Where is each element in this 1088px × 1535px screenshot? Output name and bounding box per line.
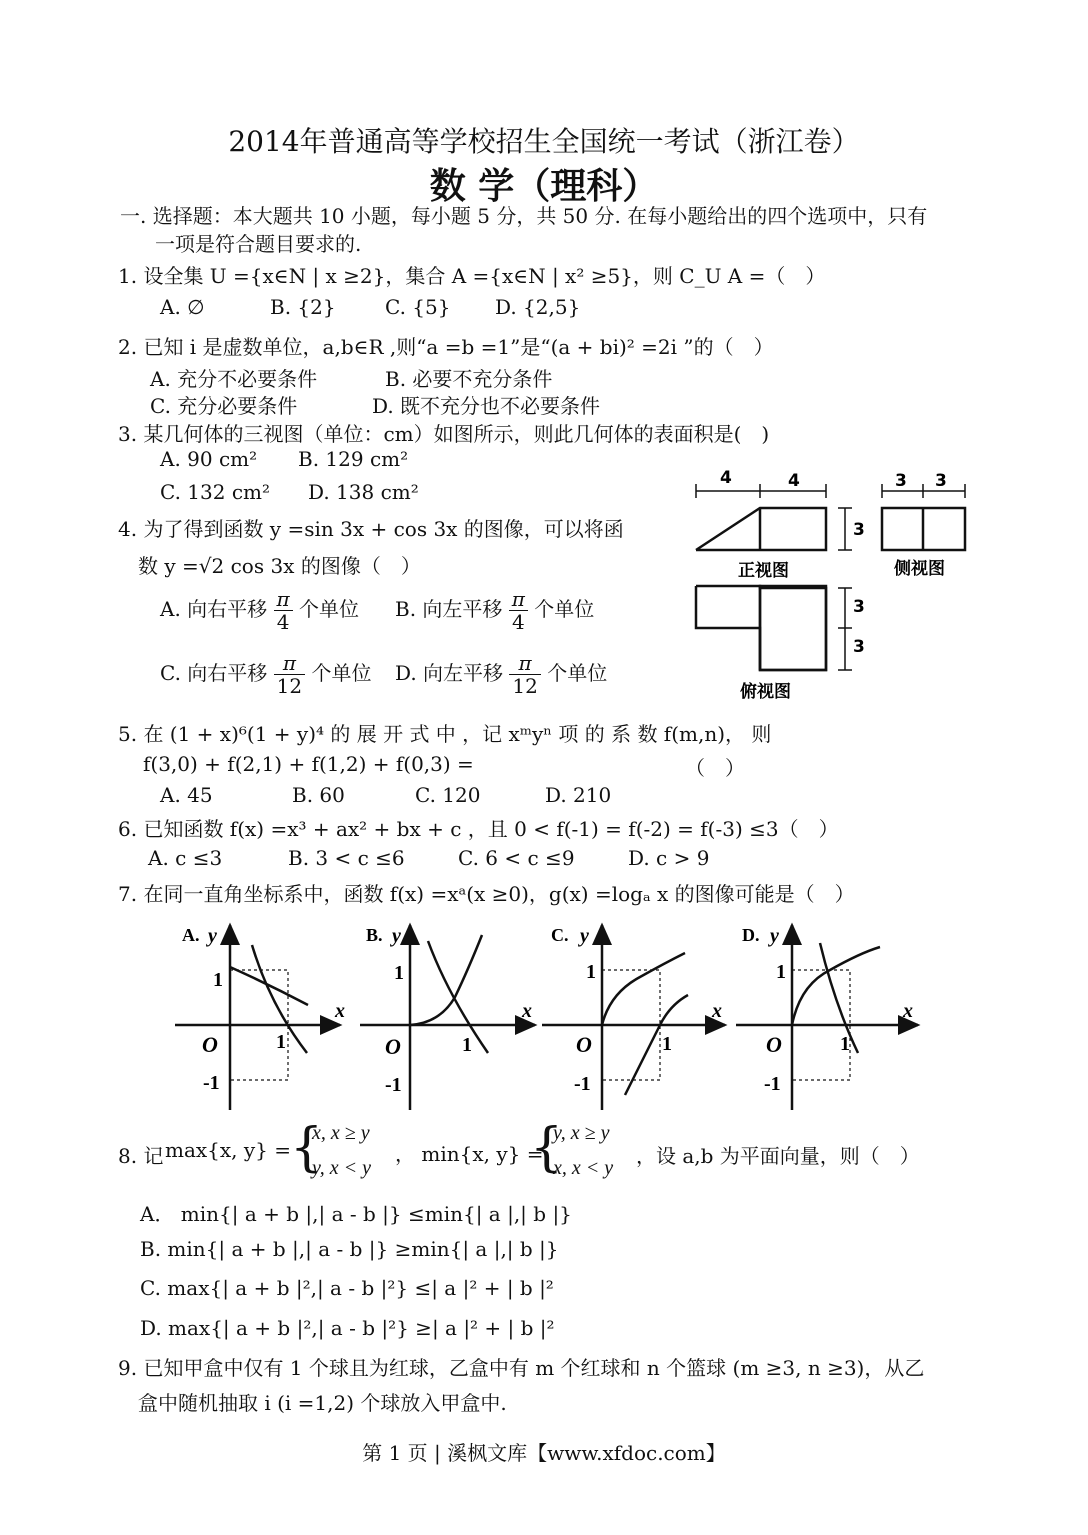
graph-b-label: B. xyxy=(366,925,383,945)
dim-side-right: 3 xyxy=(935,471,947,491)
dim-top-lower: 3 xyxy=(853,637,865,657)
q3-option-a: A. 90 cm² xyxy=(160,447,258,471)
graph-b-neg-one: -1 xyxy=(385,1074,402,1096)
dim-front-height: 3 xyxy=(853,520,865,540)
exam-subtitle: 数 学（理科） xyxy=(429,166,659,207)
graph-b-y-label: y xyxy=(392,925,401,947)
side-view-label: 侧视图 xyxy=(894,559,945,579)
q5-option-b: B. 60 xyxy=(292,783,345,807)
q8-max-def: max{x, y} = xyxy=(165,1138,292,1162)
graph-b-x-label: x xyxy=(522,1000,532,1022)
graph-b-curve-2 xyxy=(428,941,488,1053)
q4-stem-line1: 4. 为了得到函数 y =sin 3x + cos 3x 的图像，可以将函 xyxy=(118,517,624,541)
graph-a-neg-one: -1 xyxy=(203,1072,220,1094)
q4-b-text: B. 向左平移 xyxy=(395,597,503,621)
graph-c xyxy=(542,925,725,1110)
q8-option-d: D. max{| a + b |²,| a - b |²} ≥| a |² + | b |² xyxy=(140,1316,555,1340)
graph-d-curve-1 xyxy=(792,947,880,1025)
dim-top-upper: 3 xyxy=(853,597,865,617)
graph-c-y-label: y xyxy=(580,925,589,947)
graph-b-one-y: 1 xyxy=(394,962,404,984)
graph-a-y-label: y xyxy=(208,925,217,947)
graph-a-origin: O xyxy=(202,1032,218,1057)
graph-d-y-label: y xyxy=(770,925,779,947)
q2-option-d: D. 既不充分也不必要条件 xyxy=(372,394,601,418)
page-footer: 第 1 页 | 溪枫文库【www.xfdoc.com】 xyxy=(362,1441,726,1465)
q3-option-d: D. 138 cm² xyxy=(308,480,419,504)
graph-d-neg-one: -1 xyxy=(764,1073,781,1095)
q4-c-unit: 个单位 xyxy=(311,661,372,685)
q6-stem: 6. 已知函数 f(x) =x³ + ax² + bx + c ，且 0 < f(-1) = f(-2) = f(-3) ≤3（ ） xyxy=(118,817,839,841)
q4-a-num: π xyxy=(274,588,293,611)
q1-option-a: A. ∅ xyxy=(160,295,205,319)
q5-option-c: C. 120 xyxy=(415,783,481,807)
q2-stem: 2. 已知 i 是虚数单位，a,b∈R ,则“a =b =1”是“(a + bi)² =2i ”的（ ） xyxy=(118,335,774,359)
q4-b-den: 4 xyxy=(511,610,525,634)
graph-c-one-y: 1 xyxy=(586,961,596,983)
q4-a-den: 4 xyxy=(276,610,290,634)
q8-max-row1: x, x ≥ y xyxy=(312,1122,370,1144)
q8-min-row1: y, x ≥ y xyxy=(553,1122,610,1144)
q8-option-c: C. max{| a + b |²,| a - b |²} ≤| a |² + | b |² xyxy=(140,1276,554,1300)
q1-option-c: C. {5} xyxy=(385,295,451,319)
graph-a-one-x: 1 xyxy=(276,1031,286,1053)
top-view-label: 俯视图 xyxy=(740,682,791,702)
q8-max-row2: y, x < y xyxy=(312,1157,372,1179)
q8-min-row2: x, x < y xyxy=(553,1157,614,1179)
graph-c-origin: O xyxy=(576,1032,592,1057)
q8-option-a: A． min{| a + b |,| a - b |} ≤min{| a |,| b |} xyxy=(140,1202,572,1226)
q5-option-d: D. 210 xyxy=(545,783,612,807)
q4-a-text: A. 向右平移 xyxy=(160,597,268,621)
q9-stem-line1: 9. 已知甲盒中仅有 1 个球且为红球，乙盒中有 m 个红球和 n 个篮球 (m ≥3, n ≥3)，从乙 xyxy=(118,1356,925,1380)
graph-a-curve-1 xyxy=(230,967,308,1005)
q5-answer-paren: （ ） xyxy=(685,756,745,780)
q8-label: 8. 记 xyxy=(118,1144,164,1168)
q4-d-unit: 个单位 xyxy=(547,661,608,685)
exam-title: 2014年普通高等学校招生全国统一考试（浙江卷） xyxy=(228,125,860,158)
q7-stem: 7. 在同一直角坐标系中，函数 f(x) =xᵃ(x ≥0)，g(x) =logₐ x 的图像可能是（ ） xyxy=(118,882,855,906)
dim-side-left: 3 xyxy=(895,471,907,491)
q6-option-d: D. c > 9 xyxy=(628,846,710,870)
q4-b-unit: 个单位 xyxy=(534,597,595,621)
graph-b-origin: O xyxy=(385,1034,401,1059)
q8-max-brace: { xyxy=(290,1118,324,1178)
dim-front-left: 4 xyxy=(720,468,732,488)
q5-option-a: A. 45 xyxy=(160,783,213,807)
q8-min-brace: { xyxy=(530,1118,564,1178)
section-intro-line1: 一. 选择题：本大题共 10 小题，每小题 5 分，共 50 分. 在每小题给出的四个选项中，只有 xyxy=(120,204,928,228)
graph-a-x-label: x xyxy=(335,1000,345,1022)
graph-d-origin: O xyxy=(766,1032,782,1057)
graph-b-one-x: 1 xyxy=(462,1034,472,1056)
q1-option-b: B. {2} xyxy=(270,295,336,319)
q1-option-d: D. {2,5} xyxy=(495,295,581,319)
q4-d-text: D. 向左平移 xyxy=(395,661,504,685)
q4-option-a xyxy=(160,588,359,633)
q2-option-c: C. 充分必要条件 xyxy=(150,394,298,418)
section-intro-line2: 一项是符合题目要求的. xyxy=(155,232,362,256)
q2-option-b: B. 必要不充分条件 xyxy=(385,367,553,391)
graph-d-one-x: 1 xyxy=(840,1033,850,1055)
q4-option-b xyxy=(395,588,594,633)
q5-stem-line1: 5. 在 (1 + x)⁶(1 + y)⁴ 的 展 开 式 中 ，记 xᵐyⁿ 项 的 系 数 f(m,n)， 则 xyxy=(118,722,772,746)
three-views-figure xyxy=(690,462,980,707)
graph-c-x-label: x xyxy=(712,1000,722,1022)
graph-c-curve-1 xyxy=(602,953,685,1025)
graph-a-one-y: 1 xyxy=(213,969,223,991)
q6-option-b: B. 3 < c ≤6 xyxy=(288,846,405,870)
graph-c-neg-one: -1 xyxy=(574,1073,591,1095)
q3-option-c: C. 132 cm² xyxy=(160,480,271,504)
q4-stem-line2: 数 y =√2 cos 3x 的图像（ ） xyxy=(138,554,421,578)
q4-c-den: 12 xyxy=(276,674,303,698)
q8-condition: ，设 a,b 为平面向量，则（ ） xyxy=(636,1144,920,1168)
graph-a xyxy=(175,925,340,1110)
q7-graphs xyxy=(170,915,930,1120)
q4-option-d xyxy=(395,652,607,697)
q4-option-c xyxy=(160,652,371,697)
q4-c-text: C. 向右平移 xyxy=(160,661,268,685)
q4-d-den: 12 xyxy=(512,674,538,698)
q6-option-c: C. 6 < c ≤9 xyxy=(458,846,575,870)
graph-c-label: C. xyxy=(551,925,569,945)
q3-stem: 3. 某几何体的三视图（单位：cm）如图所示，则此几何体的表面积是( ) xyxy=(118,422,770,446)
graph-c-one-x: 1 xyxy=(662,1033,672,1055)
q9-stem-line2: 盒中随机抽取 i (i =1,2) 个球放入甲盒中. xyxy=(138,1391,507,1415)
q4-b-num: π xyxy=(509,588,528,611)
front-view-label: 正视图 xyxy=(738,561,789,581)
q2-option-a: A. 充分不必要条件 xyxy=(150,367,318,391)
dim-front-right: 4 xyxy=(788,471,800,491)
q4-a-unit: 个单位 xyxy=(299,597,360,621)
q3-option-b: B. 129 cm² xyxy=(298,447,409,471)
graph-a-label: A. xyxy=(182,925,200,945)
graph-d-one-y: 1 xyxy=(776,961,786,983)
graph-d-label: D. xyxy=(742,925,760,945)
q8-min-def: ， min{x, y} = xyxy=(395,1142,544,1166)
q4-d-num: π xyxy=(509,652,540,675)
q1-stem: 1. 设全集 U ={x∈N | x ≥2}，集合 A ={x∈N | x² ≥5}，则 C_U A =（ ） xyxy=(118,264,826,288)
q4-c-num: π xyxy=(274,652,305,675)
q6-option-a: A. c ≤3 xyxy=(148,846,223,870)
q5-stem-line2: f(3,0) + f(2,1) + f(1,2) + f(0,3) = xyxy=(143,752,474,776)
q8-option-b: B. min{| a + b |,| a - b |} ≥min{| a |,| b |} xyxy=(140,1237,559,1261)
graph-d-x-label: x xyxy=(903,1000,913,1022)
